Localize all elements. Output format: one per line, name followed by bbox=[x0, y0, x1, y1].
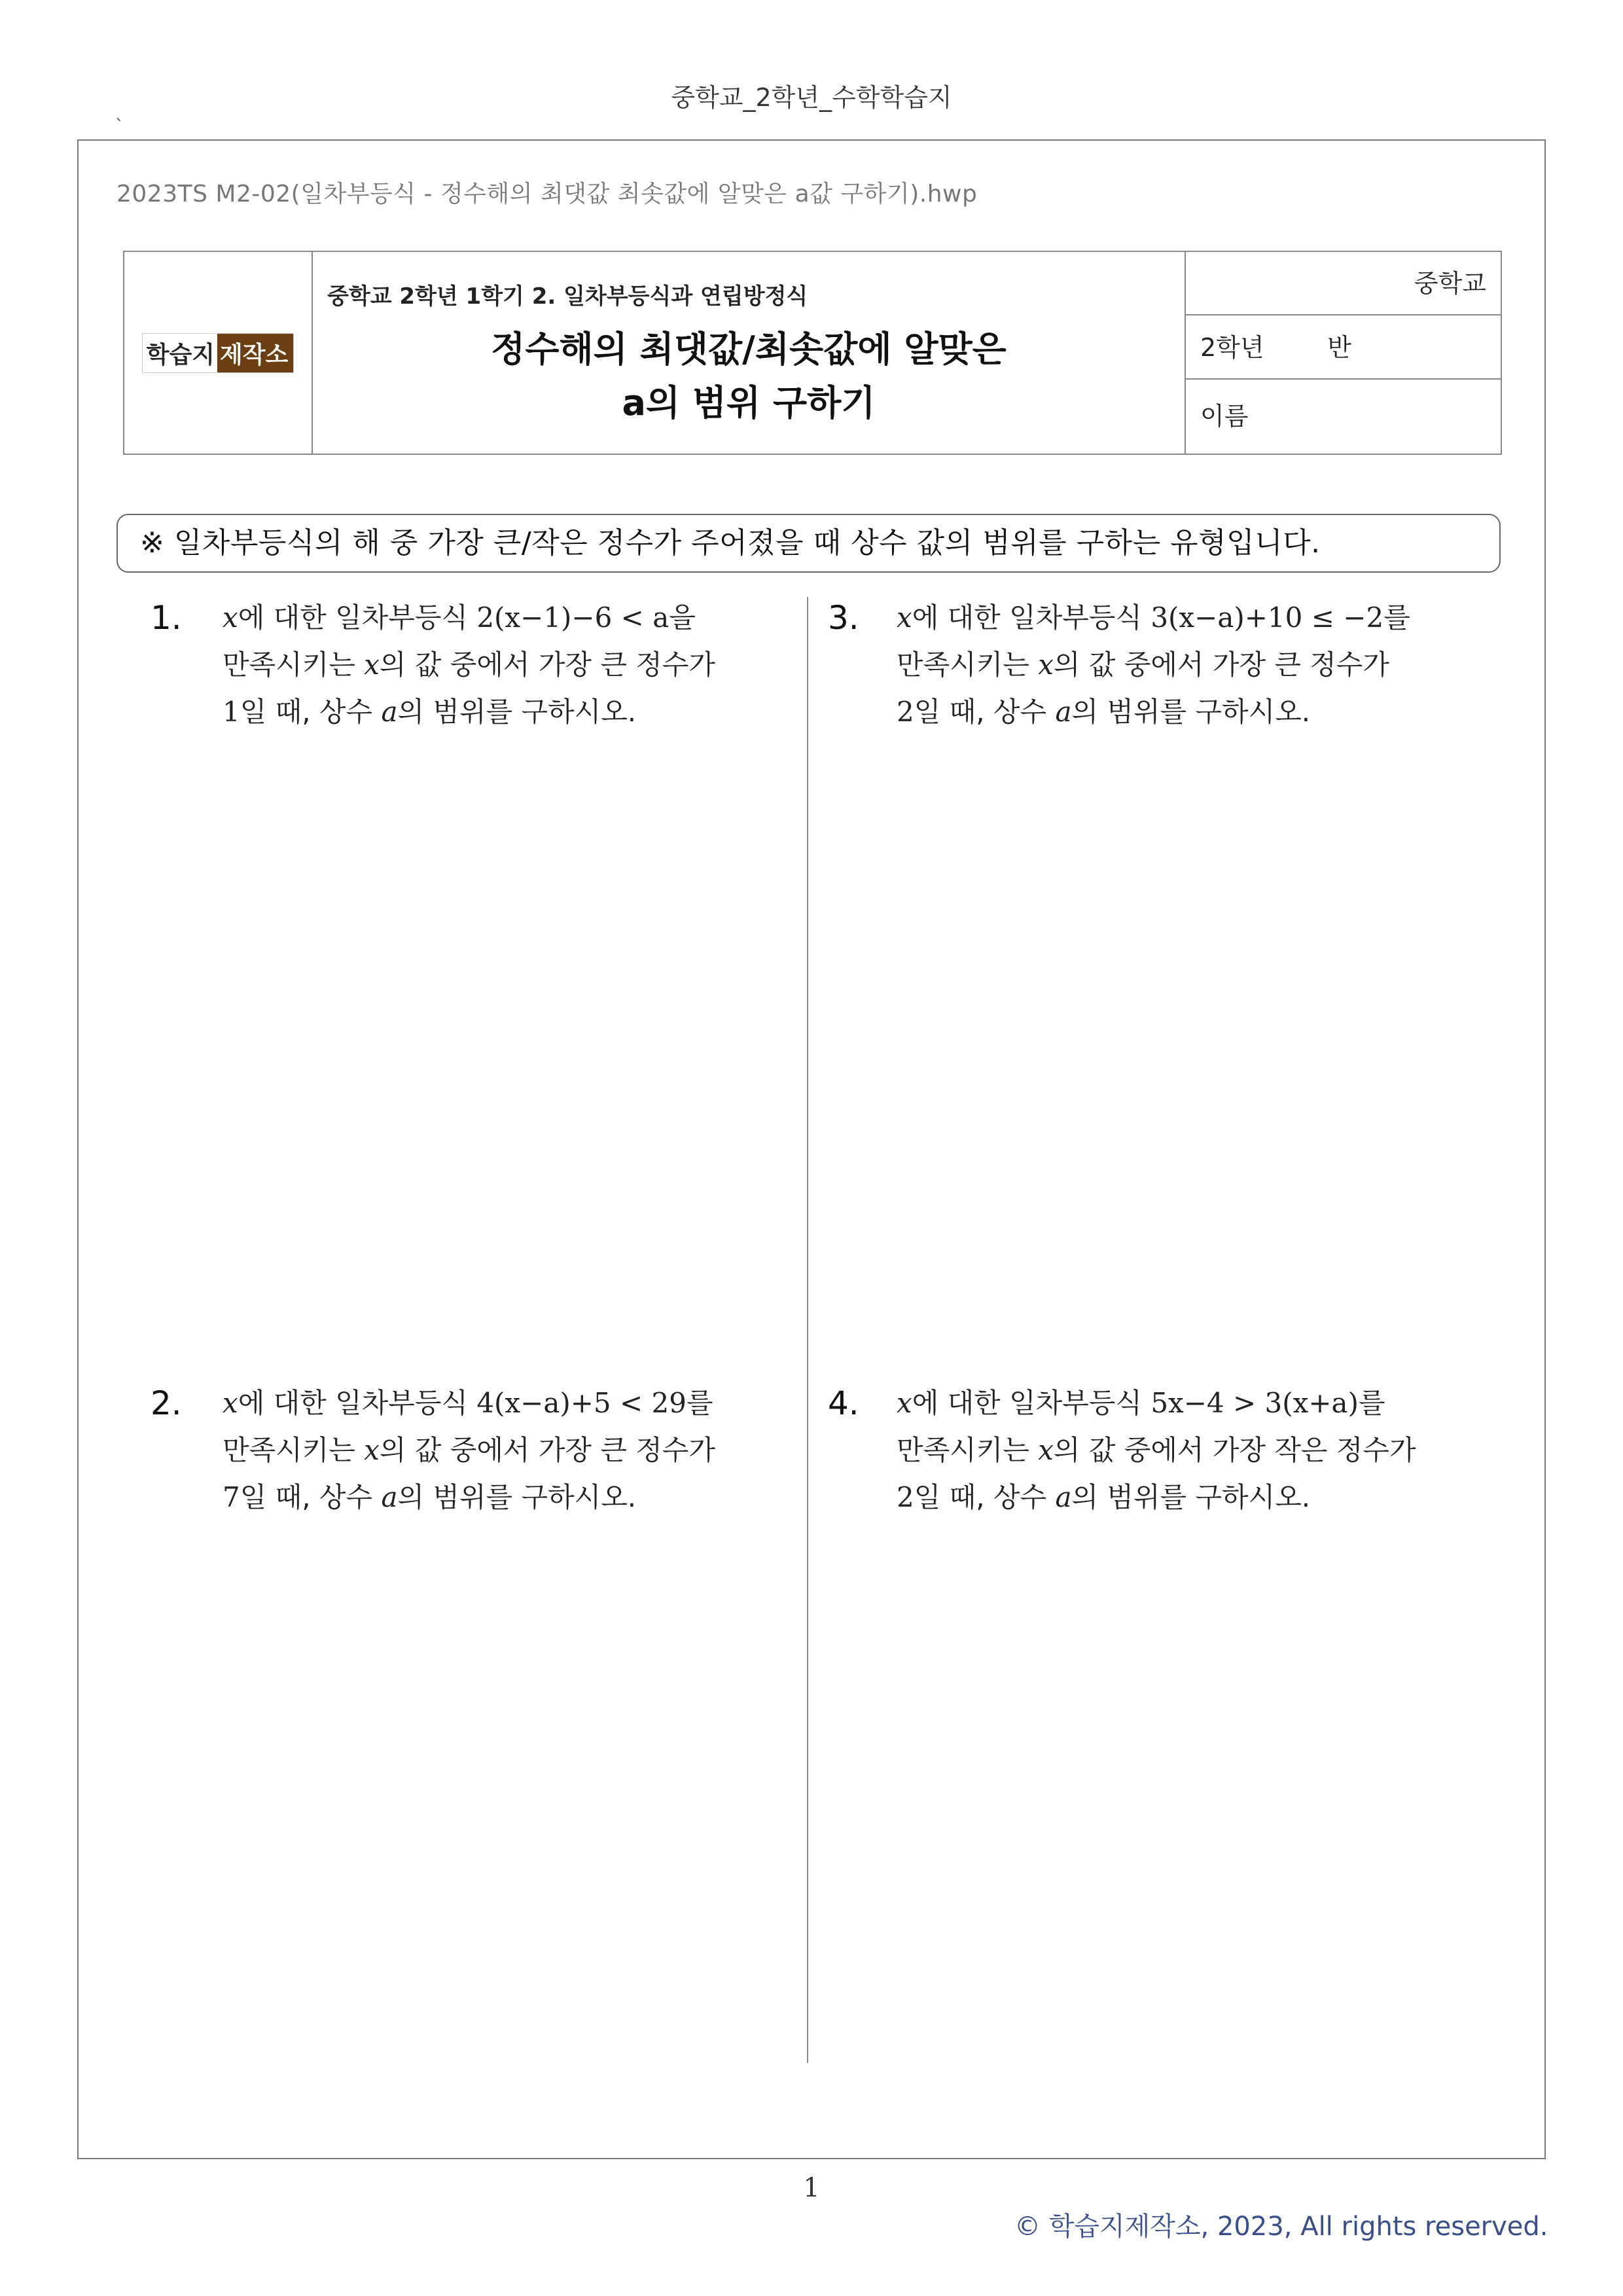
unit-label: 중학교 2학년 1학기 2. 일차부등식과 연립방정식 bbox=[327, 283, 808, 310]
line3-suffix: 의 범위를 구하시오. bbox=[1071, 1481, 1311, 1513]
variable: x bbox=[1038, 649, 1054, 681]
logo-text-part1: 학습지 bbox=[143, 334, 217, 372]
variable: x bbox=[1038, 1434, 1054, 1466]
tick-mark: ` bbox=[115, 117, 124, 136]
expression-suffix: 를 bbox=[1358, 1387, 1385, 1419]
inequality-expression: 3(x−a)+10 ≤ −2 bbox=[1150, 601, 1384, 634]
question-4-text bbox=[897, 1380, 1416, 1521]
worksheet-title-line2: a의 범위 구하기 bbox=[622, 382, 876, 423]
constant: a bbox=[1055, 696, 1072, 728]
copyright-notice: © 학습지제작소, 2023, All rights reserved. bbox=[1014, 2212, 1548, 2242]
variable: x bbox=[223, 1387, 238, 1419]
question-2-text bbox=[223, 1380, 715, 1521]
line3-suffix: 의 범위를 구하시오. bbox=[397, 696, 637, 728]
line3-suffix: 의 범위를 구하시오. bbox=[397, 1481, 637, 1513]
line3-middle: 일 때, 상수 bbox=[240, 696, 382, 728]
line2-prefix: 만족시키는 bbox=[223, 1434, 365, 1466]
line2-suffix: 의 값 중에서 가장 큰 정수가 bbox=[379, 1434, 715, 1466]
question-lead: 에 대한 일차부등식 bbox=[912, 1387, 1151, 1419]
line3-middle: 일 때, 상수 bbox=[914, 1481, 1056, 1513]
line3-suffix: 의 범위를 구하시오. bbox=[1071, 696, 1311, 728]
expression-suffix: 을 bbox=[669, 601, 696, 634]
question-lead: 에 대한 일차부등식 bbox=[238, 601, 477, 634]
line3-middle: 일 때, 상수 bbox=[914, 696, 1056, 728]
grade-class-field bbox=[1186, 315, 1501, 380]
question-lead: 에 대한 일차부등식 bbox=[238, 1387, 477, 1419]
school-field: 중학교 bbox=[1186, 252, 1501, 315]
title-cell bbox=[313, 252, 1186, 454]
logo-text-part2: 제작소 bbox=[217, 334, 293, 372]
inequality-expression: 5x−4 > 3(x+a) bbox=[1150, 1387, 1359, 1419]
question-3-text bbox=[897, 594, 1410, 736]
integer-value: 2 bbox=[897, 1481, 914, 1513]
integer-value: 7 bbox=[223, 1481, 240, 1513]
variable: x bbox=[897, 1387, 912, 1419]
file-name: 2023TS M2-02(일차부등식 - 정수해의 최댓값 최솟값에 알맞은 a값 구하기).hwp bbox=[116, 181, 978, 207]
question-number: 1. bbox=[151, 599, 182, 637]
inequality-expression: 2(x−1)−6 < a bbox=[476, 601, 669, 634]
worksheet-title-line1: 정수해의 최댓값/최솟값에 알맞은 bbox=[491, 329, 1007, 370]
line2-prefix: 만족시키는 bbox=[897, 649, 1039, 681]
line2-prefix: 만족시키는 bbox=[897, 1434, 1039, 1466]
notice-box bbox=[116, 514, 1501, 573]
notice-text: ※ 일차부등식의 해 중 가장 큰/작은 정수가 주어졌을 때 상수 값의 범위를 구하는 유형입니다. bbox=[140, 526, 1321, 560]
variable: x bbox=[897, 601, 912, 634]
constant: a bbox=[1055, 1481, 1072, 1513]
question-number: 2. bbox=[151, 1384, 182, 1422]
integer-value: 1 bbox=[223, 696, 240, 728]
line2-prefix: 만족시키는 bbox=[223, 649, 365, 681]
question-number: 4. bbox=[828, 1384, 859, 1422]
page-header-title: 중학교_2학년_수학학습지 bbox=[671, 83, 952, 112]
line2-suffix: 의 값 중에서 가장 큰 정수가 bbox=[379, 649, 715, 681]
question-1-text bbox=[223, 594, 715, 736]
page-number: 1 bbox=[803, 2173, 820, 2203]
title-table bbox=[123, 251, 1502, 455]
expression-suffix: 를 bbox=[687, 1387, 713, 1419]
inequality-expression: 4(x−a)+5 < 29 bbox=[476, 1387, 687, 1419]
constant: a bbox=[381, 1481, 398, 1513]
expression-suffix: 를 bbox=[1383, 601, 1410, 634]
student-name-field: 이름 bbox=[1200, 402, 1249, 431]
logo-cell bbox=[124, 252, 313, 454]
integer-value: 2 bbox=[897, 696, 914, 728]
constant: a bbox=[381, 696, 398, 728]
variable: x bbox=[364, 649, 380, 681]
worksheet-title bbox=[313, 323, 1185, 430]
variable: x bbox=[364, 1434, 380, 1466]
line2-suffix: 의 값 중에서 가장 큰 정수가 bbox=[1053, 649, 1389, 681]
line3-middle: 일 때, 상수 bbox=[240, 1481, 382, 1513]
line2-suffix: 의 값 중에서 가장 작은 정수가 bbox=[1053, 1434, 1416, 1466]
question-lead: 에 대한 일차부등식 bbox=[912, 601, 1151, 634]
student-info-cell bbox=[1186, 252, 1501, 454]
question-number: 3. bbox=[828, 599, 859, 637]
brand-logo bbox=[142, 333, 294, 373]
variable: x bbox=[223, 601, 238, 634]
grade-class-label: 2학년 반 bbox=[1200, 333, 1351, 362]
column-divider bbox=[807, 597, 808, 2063]
